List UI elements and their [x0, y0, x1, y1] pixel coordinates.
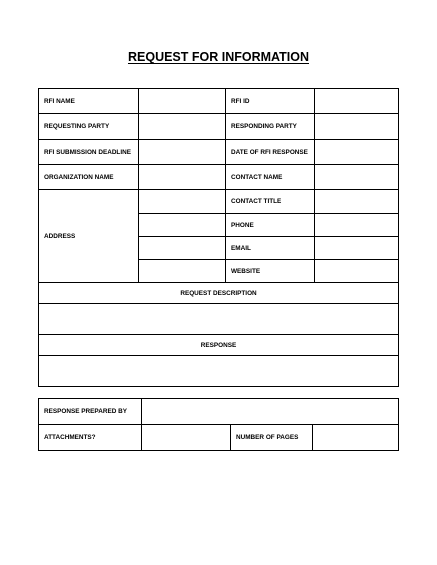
contact-title-field[interactable]: [315, 190, 399, 214]
address-line-3-field[interactable]: [139, 237, 226, 260]
form-title: [0, 50, 437, 64]
date-of-response-field[interactable]: [315, 140, 399, 165]
phone-field[interactable]: [315, 214, 399, 237]
contact-name-label: CONTACT NAME: [226, 165, 315, 190]
response-prepared-by-label: RESPONSE PREPARED BY: [39, 399, 142, 425]
phone-label: PHONE: [226, 214, 315, 237]
response-prepared-by-field[interactable]: [142, 399, 399, 425]
response-info-table: [38, 398, 399, 451]
date-of-response-label: DATE OF RFI RESPONSE: [226, 140, 315, 165]
requesting-party-label: REQUESTING PARTY: [39, 114, 139, 140]
attachments-label: ATTACHMENTS?: [39, 425, 142, 451]
request-description-header: REQUEST DESCRIPTION: [39, 283, 399, 304]
requesting-party-field[interactable]: [139, 114, 226, 140]
attachments-field[interactable]: [142, 425, 231, 451]
request-description-field[interactable]: [39, 304, 399, 335]
rfi-name-field[interactable]: [139, 89, 226, 114]
form-title-text: REQUEST FOR INFORMATION: [127, 50, 309, 64]
responding-party-label: RESPONDING PARTY: [226, 114, 315, 140]
contact-title-label: CONTACT TITLE: [226, 190, 315, 214]
address-line-4-field[interactable]: [139, 260, 226, 283]
address-label: ADDRESS: [39, 190, 139, 283]
rfi-id-field[interactable]: [315, 89, 399, 114]
organization-name-field[interactable]: [139, 165, 226, 190]
email-field[interactable]: [315, 237, 399, 260]
address-line-1-field[interactable]: [139, 190, 226, 214]
submission-deadline-label: RFI SUBMISSION DEADLINE: [39, 140, 139, 165]
response-field[interactable]: [39, 356, 399, 387]
submission-deadline-field[interactable]: [139, 140, 226, 165]
number-of-pages-label: NUMBER OF PAGES: [231, 425, 313, 451]
responding-party-field[interactable]: [315, 114, 399, 140]
rfi-id-label: RFI ID: [226, 89, 315, 114]
response-header: RESPONSE: [39, 335, 399, 356]
address-line-2-field[interactable]: [139, 214, 226, 237]
organization-name-label: ORGANIZATION NAME: [39, 165, 139, 190]
email-label: EMAIL: [226, 237, 315, 260]
rfi-main-table: [38, 88, 399, 387]
website-label: WEBSITE: [226, 260, 315, 283]
number-of-pages-field[interactable]: [313, 425, 399, 451]
website-field[interactable]: [315, 260, 399, 283]
contact-name-field[interactable]: [315, 165, 399, 190]
rfi-name-label: RFI NAME: [39, 89, 139, 114]
